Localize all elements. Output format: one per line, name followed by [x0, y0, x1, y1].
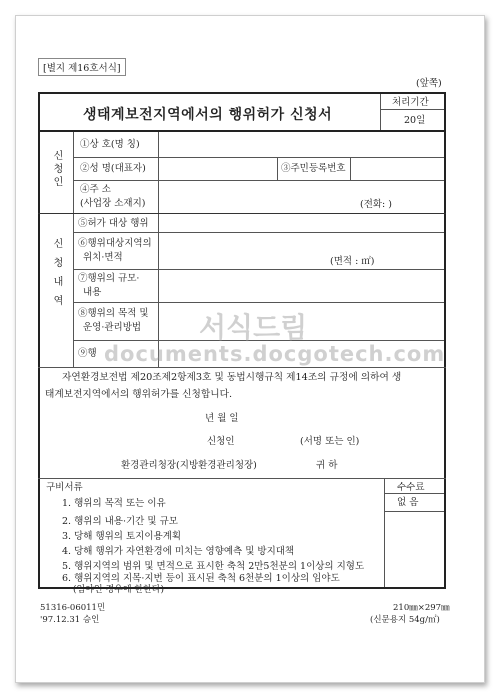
- title-row-bottom: [38, 130, 446, 132]
- applicant-label-divider: [158, 132, 159, 214]
- document-item: 6. 행위지역의 지목·지번 등이 표시된 축척 6천분의 1이상의 임야도: [62, 573, 340, 584]
- fee-divider: [384, 479, 385, 587]
- watermark-title: 서식드림: [199, 311, 308, 344]
- scale-content-label-1: ⑦행위의 규모·: [78, 273, 140, 284]
- form-number: [별지 제16호서식]: [38, 58, 126, 76]
- processing-value: 20일: [404, 115, 426, 126]
- address-label: ④주 소: [80, 184, 111, 195]
- frame-top: [38, 92, 446, 94]
- purpose-label-1: ⑧행위의 목적 및: [78, 308, 149, 319]
- form-title: 생태계보전지역에서의 행위허가 신청서: [83, 107, 333, 123]
- fee-value-line: [385, 511, 444, 512]
- watermark-url: documents.docgotech.com: [104, 342, 446, 366]
- addressee: 환경관리청장(지방환경관리청장): [121, 460, 257, 471]
- title-divider: [380, 94, 381, 130]
- document-item: 1. 행위의 목적 또는 이유: [62, 498, 166, 509]
- request-row-line-3: [74, 302, 444, 303]
- fee-header-line: [385, 493, 444, 494]
- item9-label: ⑨행: [78, 348, 97, 359]
- frame-left: [38, 92, 40, 589]
- paper-type: (신문용지 54g/㎡): [370, 615, 440, 625]
- area-label: (면적 : ㎡): [330, 256, 375, 267]
- statement-line-2: 태계보전지역에서의 행위허가를 신청합니다.: [45, 389, 233, 400]
- processing-divider: [381, 109, 444, 110]
- representative-label: ②성 명(대표자): [80, 163, 146, 174]
- document-item: 5. 행위지역의 범위 및 면적으로 표시한 축척 2만5천분의 1이상의 지형도: [62, 561, 365, 572]
- request-row-line-2: [74, 269, 444, 270]
- phone-label: (전화: ): [360, 199, 392, 210]
- rep-divider-1: [277, 158, 278, 180]
- location-area-label-2: 위치·면적: [83, 252, 123, 263]
- documents-header: 구비서류: [46, 482, 83, 493]
- document-item-note: (임야인 경우에 한한다): [73, 585, 164, 595]
- form-code: 51316-06011민: [40, 603, 106, 613]
- scale-content-label-2: 내용: [83, 287, 102, 298]
- document-item: 2. 행위의 내용·기간 및 규모: [62, 516, 178, 527]
- fee-value: 없 음: [397, 497, 419, 508]
- signer-label: 신청인: [207, 436, 235, 447]
- purpose-label-2: 운영·관리방법: [83, 322, 142, 333]
- processing-label: 처리기간: [392, 97, 429, 108]
- applicant-section-label: 신청인: [51, 150, 62, 189]
- document-item: 4. 당해 행위가 자연환경에 미치는 영향예측 및 방지대책: [62, 546, 295, 557]
- location-area-label-1: ⑥행위대상지역의: [78, 238, 152, 249]
- page-side-label: (앞쪽): [416, 78, 442, 89]
- applicant-row-line-2: [74, 180, 444, 181]
- business-name-label: ①상 호(명 칭): [80, 139, 140, 150]
- applicant-row-line-1: [74, 157, 444, 158]
- request-section-label: 신청내역: [51, 238, 62, 314]
- signature-note: (서명 또는 인): [300, 436, 360, 447]
- fee-label: 수수료: [397, 482, 425, 493]
- document-item: 3. 당해 행위의 토지이용계획: [62, 531, 182, 542]
- approval-date: '97.12.31 승인: [40, 615, 100, 625]
- date-line: 년 월 일: [205, 413, 239, 424]
- request-section-bottom: [38, 367, 446, 368]
- section-divider: [73, 132, 74, 367]
- frame-right: [444, 92, 446, 589]
- business-location-label: (사업장 소재지): [80, 198, 146, 209]
- paper-size: 210㎜×297㎜: [393, 603, 450, 613]
- target-activity-label: ⑤허가 대상 행위: [78, 218, 149, 229]
- section-boundary: [38, 213, 446, 214]
- addressee-suffix: 귀 하: [316, 460, 338, 471]
- statement-line-1: 자연환경보전법 제20조제2항제3호 및 동법시행규칙 제14조의 규정에 의하여 생: [62, 372, 402, 383]
- request-row-line-1: [74, 232, 444, 233]
- resident-number-label: ③주민등록번호: [281, 163, 346, 174]
- rep-divider-2: [350, 158, 351, 180]
